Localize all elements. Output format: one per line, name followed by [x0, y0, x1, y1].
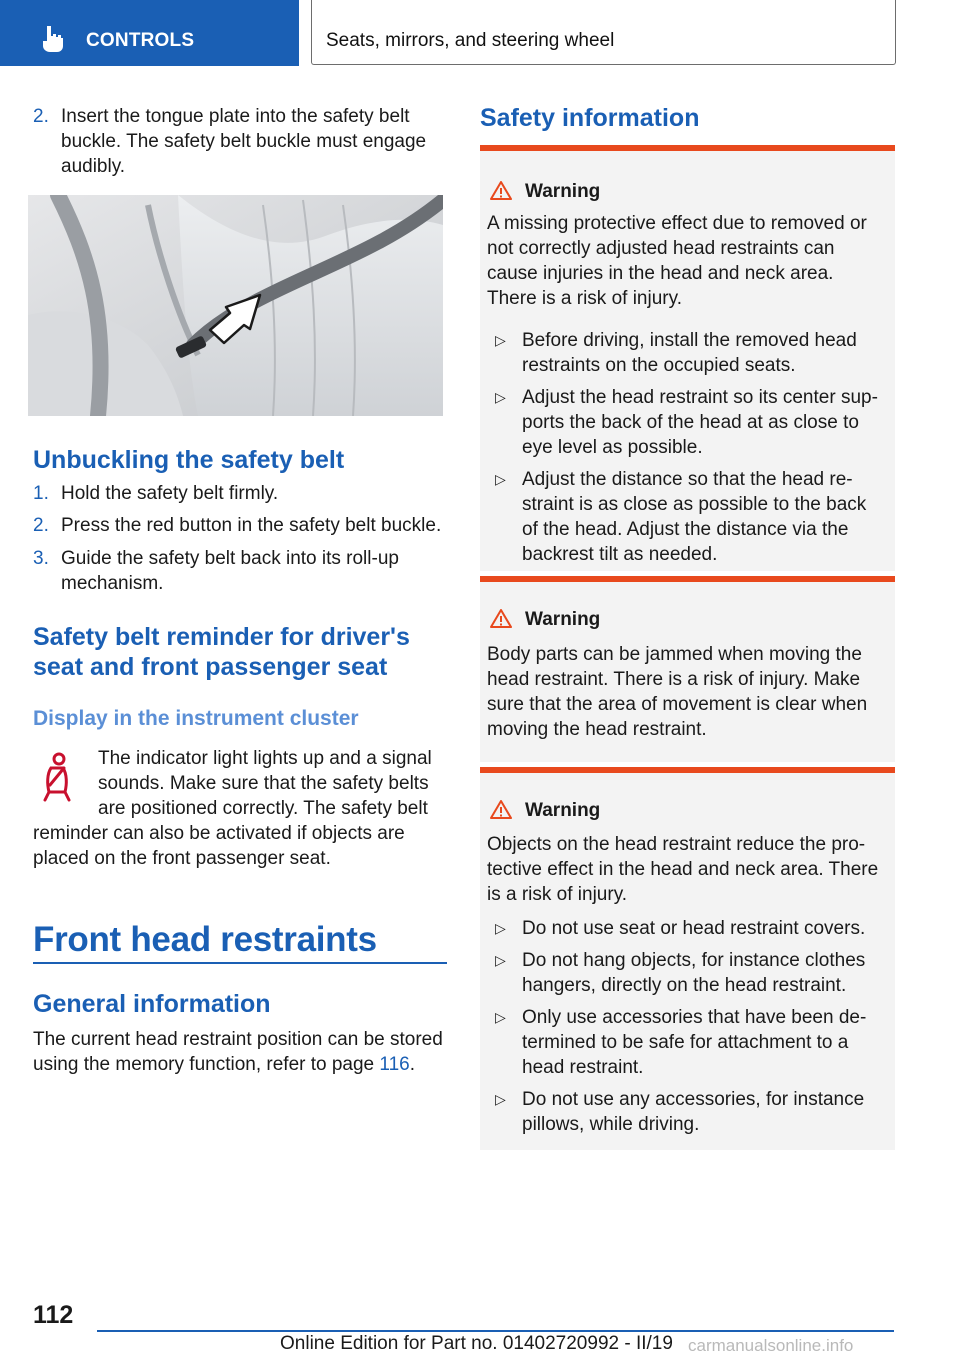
- list-item: [33, 513, 453, 538]
- unbuckling-heading: Unbuckling the safety belt: [33, 446, 345, 474]
- safety-info-heading: Safety information: [480, 104, 700, 132]
- bullet-item: [495, 385, 880, 460]
- bullet-text: Adjust the distance so that the head restraint is as close as possible to the back of the head. Adjust the distance via the backrest tilt as needed.: [522, 469, 867, 565]
- bullet-text: Adjust the head restraint so its center supports the back of the head at as close to eye level as possible.: [522, 387, 878, 458]
- page-number: 112: [33, 1301, 74, 1329]
- reminder-subheading: Display in the instrument cluster: [33, 707, 359, 730]
- warning-triangle-icon: [490, 799, 512, 819]
- bullet-text: Do not use seat or head restraint covers.: [522, 918, 866, 939]
- step-text: Press the red button in the safety belt buckle.: [61, 515, 442, 536]
- reminder-text-first: The indicator light lights up and a signal sounds. Make sure that the safety belts are positioned correctly. The safety belt: [98, 748, 432, 819]
- bullet-text: Only use accessories that have been determined to be safe for attachment to a head restraint.: [522, 1007, 867, 1078]
- bullet-text: Before driving, install the removed head restraints on the occupied seats.: [522, 330, 857, 376]
- chapter-header: [311, 0, 896, 65]
- warning-text: Objects on the head restraint reduce the protective effect in the head and neck area. There is a risk of injury.: [487, 834, 879, 905]
- bullet-triangle-icon: ▷: [495, 471, 506, 487]
- warning-box: [480, 767, 895, 1150]
- general-info-text: [33, 1027, 453, 1077]
- warning-triangle-icon: [490, 180, 512, 200]
- seatbelt-warning-icon: [37, 752, 77, 804]
- bullet-text: Do not use any accessories, for instance pillows, while driving.: [522, 1089, 865, 1135]
- bullet-item: [495, 467, 880, 567]
- warning-text: Body parts can be jammed when moving the head restraint. There is a risk of injury. Make sure that the area of movement is clear when moving the head restraint.: [487, 644, 868, 740]
- bullet-item: [495, 328, 880, 378]
- hand-pointer-icon: [40, 24, 66, 52]
- list-item: [33, 546, 453, 596]
- warning-box: [480, 576, 895, 762]
- bullet-item: [495, 948, 880, 998]
- section-tab[interactable]: [0, 0, 299, 66]
- step-text: Insert the tongue plate into the safety belt buckle. The safety belt buckle must engage audibly.: [61, 106, 427, 177]
- step-text: Hold the safety belt firmly.: [61, 483, 279, 504]
- reminder-heading: Safety belt reminder for driver's seat and front passenger seat: [33, 623, 410, 681]
- bullet-item: [495, 916, 880, 941]
- bullet-item: [495, 1005, 880, 1080]
- warning-triangle-icon: [490, 608, 512, 628]
- warning-title: Warning: [525, 181, 601, 202]
- bullet-triangle-icon: ▷: [495, 332, 506, 348]
- list-item: [33, 104, 453, 179]
- seat-belt-photo: [28, 195, 443, 416]
- bullet-triangle-icon: ▷: [495, 1091, 506, 1107]
- head-restraints-title: Front head restraints: [33, 920, 377, 959]
- step-text: Guide the safety belt back into its roll-up mechanism.: [61, 548, 399, 594]
- warning-title: Warning: [525, 609, 601, 630]
- step-number: 1.: [33, 483, 49, 504]
- step-number: 2.: [33, 106, 49, 127]
- reminder-text-rest: reminder can also be activated if objects are placed on the front passenger seat.: [33, 823, 405, 869]
- seatbelt-buckle-illustration: [28, 195, 443, 416]
- chapter-title: Seats, mirrors, and steering wheel: [326, 30, 615, 51]
- step-number: 2.: [33, 515, 49, 536]
- general-info-body: The current head restraint position can be stored using the memory function, refer to page: [33, 1029, 443, 1075]
- bullet-triangle-icon: ▷: [495, 920, 506, 936]
- section-label: CONTROLS: [86, 30, 195, 51]
- watermark-text: carmanualsonline.info: [688, 1336, 854, 1355]
- title-rule: [33, 962, 447, 964]
- general-info-end: .: [409, 1054, 415, 1075]
- page-link[interactable]: 116: [379, 1054, 410, 1075]
- bullet-text: Do not hang objects, for instance clothes hangers, directly on the head restraint.: [522, 950, 866, 996]
- list-item: [33, 481, 453, 506]
- bullet-triangle-icon: ▷: [495, 1009, 506, 1025]
- bullet-item: [495, 1087, 880, 1137]
- warning-text: A missing protective effect due to removed or not correctly adjusted head restraints can cause injuries in the head and neck area. There is a risk of injury.: [487, 213, 867, 309]
- general-info-heading: General information: [33, 990, 271, 1018]
- bullet-triangle-icon: ▷: [495, 389, 506, 405]
- edition-text: Online Edition for Part no. 01402720992 - II/19: [280, 1333, 673, 1354]
- footer-rule: [97, 1330, 894, 1332]
- step-number: 3.: [33, 548, 49, 569]
- warning-title: Warning: [525, 800, 601, 821]
- warning-box: [480, 145, 895, 571]
- bullet-triangle-icon: ▷: [495, 952, 506, 968]
